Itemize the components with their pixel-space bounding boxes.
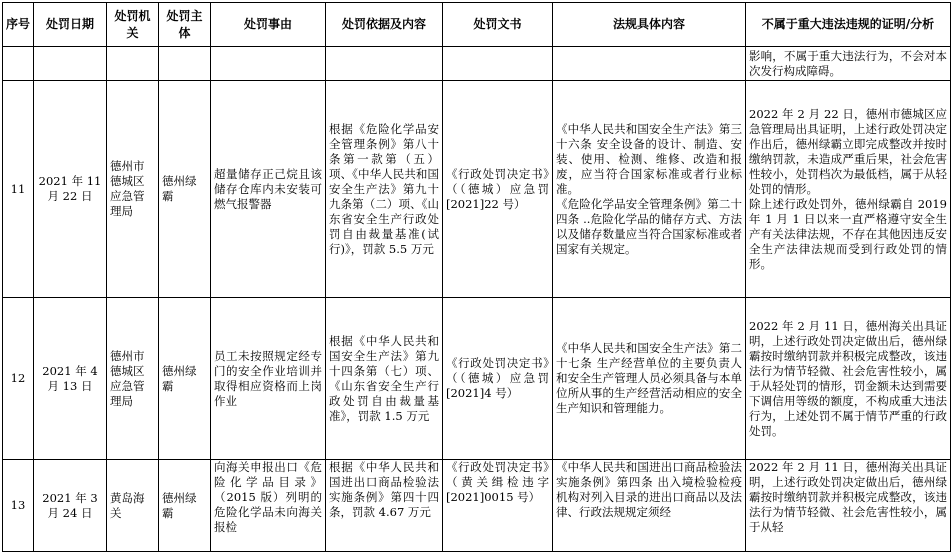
cell-basis: 根据《中华人民共和国安全生产法》第九十四条第（七）项、《山东省安全生产行政处罚自由裁量基准》，罚款 1.5 万元 <box>326 298 443 460</box>
cell-reason: 向海关申报出口《危险化学品目录》（2015 版）列明的危险化学品未向海关报检 <box>211 460 326 552</box>
cell-seq: 11 <box>3 81 34 298</box>
cell-reason: 超量储存正己烷且该储存仓库内未安装可燃气报警器 <box>211 81 326 298</box>
header-subject: 处罚主体 <box>159 3 211 47</box>
cell-reason: 员工未按照规定经专门的安全作业培训并取得相应资格而上岗作业 <box>211 298 326 460</box>
cell-empty <box>211 47 326 81</box>
cell-seq: 12 <box>3 298 34 460</box>
cell-date: 2021 年 4 月 13 日 <box>34 298 107 460</box>
regulation-paragraph: 《危险化学品安全管理条例》第二十四条 ..危险化学品的储存方式、方法以及储存数量应当符合国家标准或者国家有关规定。 <box>556 196 742 256</box>
cell-authority: 德州市德城区应急管理局 <box>107 81 159 298</box>
regulation-paragraph: 《中华人民共和国安全生产法》第三十六条 安全设备的设计、制造、安装、使用、检测、维修、改造和报废，应当符合国家标准或者行业标准。 <box>556 121 742 196</box>
header-document: 处罚文书 <box>443 3 553 47</box>
header-proof: 不属于重大违法违规的证明/分析 <box>746 3 951 47</box>
cell-seq: 13 <box>3 460 34 552</box>
cell-subject: 德州绿霸 <box>159 460 211 552</box>
cell-proof: 2022 年 2 月 11 日，德州海关出具证明，上述行政处罚决定做出后，德州绿霸按时缴纳罚款并积极完成整改，该违法行为情节轻微、社会危害性较小，属于从轻 <box>746 460 951 552</box>
proof-paragraph: 2022 年 2 月 22 日，德州市德城区应急管理局出具证明，上述行政处罚决定作出后，德州绿霸立即完成整改并按时缴纳罚款，未造成严重后果，社会危害性较小，处罚档次为最低档，属于从轻处罚的情形。 <box>749 106 947 196</box>
table-header-row <box>3 3 951 47</box>
cell-proof: 影响，不属于重大违法行为，不会对本次发行构成障碍。 <box>746 47 951 81</box>
cell-basis: 根据《中华人民共和国进出口商品检验法实施条例》第四十四条，罚款 4.67 万元 <box>326 460 443 552</box>
cell-basis: 根据《危险化学品安全管理条例》第八十条第一款第（五）项、《中华人民共和国安全生产法》第九十九条第（二）项、《山东省安全生产行政处罚自由裁量基准(试行)》，罚款 5.5 万元 <box>326 81 443 298</box>
cell-authority: 德州市德城区应急管理局 <box>107 298 159 460</box>
cell-document: 《行政处罚决定书》（（德城）应急罚[2021]22 号） <box>443 81 553 298</box>
table-row <box>3 460 951 552</box>
proof-paragraph: 除上述行政处罚外，德州绿霸自 2019 年 1 月 1 日以来一直严格遵守安全生产有关法律法规，不存在其他因违反安全生产法律法规而受到行政处罚的情形。 <box>749 196 947 271</box>
cell-regulation: 《中华人民共和国安全生产法》第二十七条 生产经营单位的主要负责人和安全生产管理人员必须具备与本单位所从事的生产经营活动相应的安全生产知识和管理能力。 <box>553 298 746 460</box>
cell-regulation: 《中华人民共和国进出口商品检验法实施条例》第四条 出入境检验检疫机构对列入目录的进出口商品以及法律、行政法规规定须经 <box>553 460 746 552</box>
cell-date: 2021 年 11 月 22 日 <box>34 81 107 298</box>
cell-authority: 黄岛海关 <box>107 460 159 552</box>
cell-empty <box>553 47 746 81</box>
cell-empty <box>34 47 107 81</box>
cell-empty <box>443 47 553 81</box>
table-row-continuation <box>3 47 951 81</box>
cell-subject: 德州绿霸 <box>159 81 211 298</box>
cell-proof <box>746 81 951 298</box>
cell-empty <box>3 47 34 81</box>
header-authority: 处罚机关 <box>107 3 159 47</box>
penalty-table <box>2 2 951 552</box>
header-regulation: 法规具体内容 <box>553 3 746 47</box>
header-date: 处罚日期 <box>34 3 107 47</box>
cell-subject: 德州绿霸 <box>159 298 211 460</box>
table-row <box>3 81 951 298</box>
header-seq: 序号 <box>3 3 34 47</box>
header-basis: 处罚依据及内容 <box>326 3 443 47</box>
table-row <box>3 298 951 460</box>
cell-empty <box>107 47 159 81</box>
cell-empty <box>326 47 443 81</box>
cell-proof: 2022 年 2 月 11 日，德州海关出具证明，上述行政处罚决定做出后，德州绿霸按时缴纳罚款并积极完成整改，该违法行为情节轻微、社会危害性较小，属于从轻处罚的情形，罚金额未达到需要下调信用等级的额度，不构成重大违法行为，上述处罚不属于情节严重的行政处罚。 <box>746 298 951 460</box>
cell-document: 《行政处罚决定书》（黄关缉检违字[2021]0015 号） <box>443 460 553 552</box>
cell-regulation <box>553 81 746 298</box>
cell-date: 2021 年 3 月 24 日 <box>34 460 107 552</box>
cell-empty <box>159 47 211 81</box>
header-reason: 处罚事由 <box>211 3 326 47</box>
cell-document: 《行政处罚决定书》（（德城）应急罚[2021]4 号） <box>443 298 553 460</box>
